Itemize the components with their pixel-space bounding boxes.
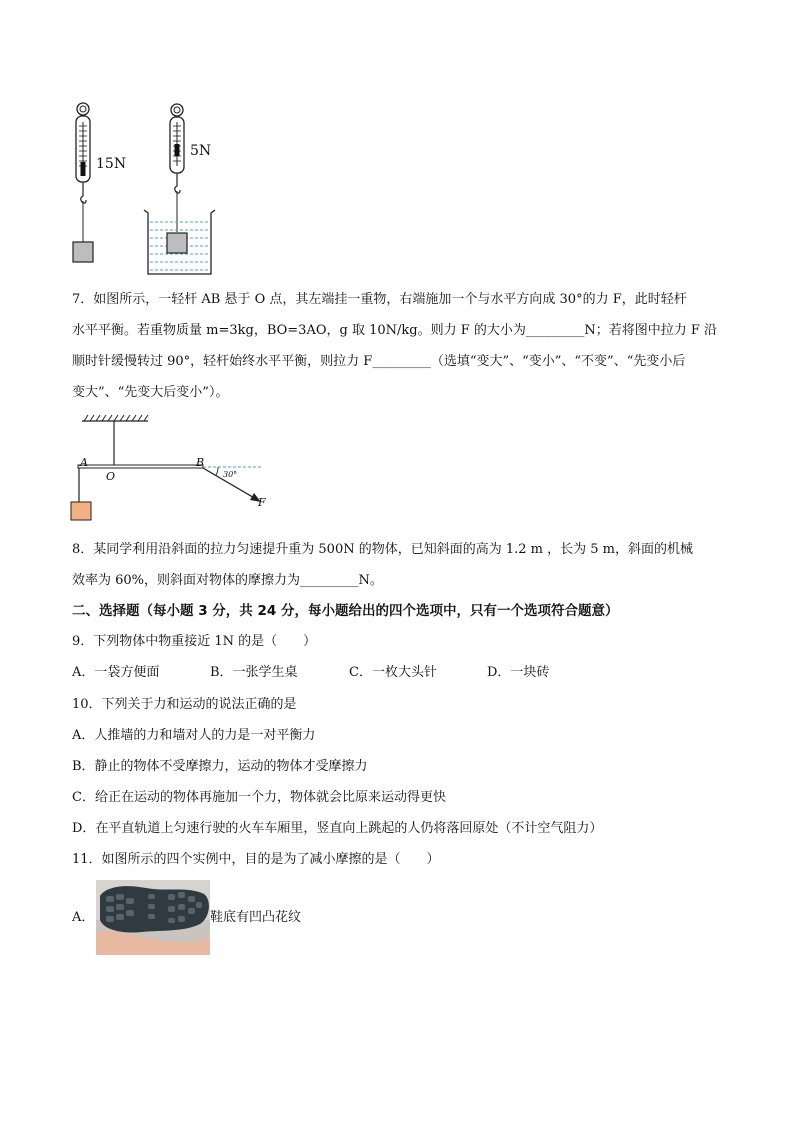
q10-option-c: C．给正在运动的物体再施加一个力，物体就会比原来运动得更快 bbox=[72, 790, 446, 805]
q7-line-2: 水平平衡。若重物质量 m=3kg，BO=3AO，g 取 10N/kg。则力 F 的大小为_________N；若将图中拉力 F 沿 bbox=[72, 323, 718, 338]
q11-option-a-caption: 鞋底有凹凸花纹 bbox=[210, 910, 302, 925]
q9-option-d: D．一块砖 bbox=[487, 665, 550, 680]
q10-option-d: D．在平直轨道上匀速行驶的火车车厢里，竖直向上跳起的人仍将落回原处（不计空气阻力） bbox=[72, 821, 603, 836]
q11-stem: 11．如图所示的四个实例中，目的是为了减小摩擦的是（ ） bbox=[72, 852, 440, 867]
spring-scale-left bbox=[73, 103, 93, 262]
q10-stem: 10．下列关于力和运动的说法正确的是 bbox=[72, 697, 297, 712]
lever-label-B: B bbox=[196, 456, 205, 469]
left-scale-reading: 15N bbox=[96, 156, 127, 172]
shoe-sole-photo bbox=[96, 880, 210, 955]
lever-label-O: O bbox=[106, 470, 116, 483]
q7-line-3: 顺时针缓慢转过 90°，轻杆始终水平平衡，则拉力 F_________（选填“变大”、“变小”、“不变”、“先变小后 bbox=[72, 354, 686, 369]
q8-line-2: 效率为 60%，则斜面对物体的摩擦力为_________N。 bbox=[72, 573, 383, 588]
lever-label-F: F bbox=[258, 496, 266, 509]
q9-option-a: A．一袋方便面 bbox=[72, 665, 160, 680]
q7-line-4: 变大”、“先变大后变小”）。 bbox=[72, 385, 229, 400]
spring-scale-right bbox=[144, 104, 215, 274]
q9-stem: 9．下列物体中物重接近 1N 的是（ ） bbox=[72, 634, 317, 649]
right-scale-reading: 5N bbox=[190, 143, 212, 159]
lever-angle-label: 30° bbox=[223, 470, 238, 479]
q9-option-b: B．一张学生桌 bbox=[210, 665, 298, 680]
q10-option-a: A．人推墙的力和墙对人的力是一对平衡力 bbox=[72, 728, 316, 743]
q10-option-b: B．静止的物体不受摩擦力，运动的物体才受摩擦力 bbox=[72, 759, 368, 774]
q9-option-c: C．一枚大头针 bbox=[349, 665, 437, 680]
lever-label-A: A bbox=[80, 456, 88, 469]
spring-scale-figure bbox=[66, 100, 226, 280]
section-2-heading: 二、选择题（每小题 3 分，共 24 分，每小题给出的四个选项中，只有一个选项符合题意） bbox=[72, 603, 619, 619]
q7-line-1: 7．如图所示，一轻杆 AB 悬于 O 点，其左端挂一重物，右端施加一个与水平方向成 30°的力 F，此时轻杆 bbox=[72, 292, 687, 307]
lever-figure bbox=[66, 412, 276, 524]
q11-option-a-letter: A． bbox=[72, 910, 95, 925]
q8-line-1: 8．某同学利用沿斜面的拉力匀速提升重为 500N 的物体，已知斜面的高为 1.2 m ，长为 5 m，斜面的机械 bbox=[72, 542, 693, 557]
